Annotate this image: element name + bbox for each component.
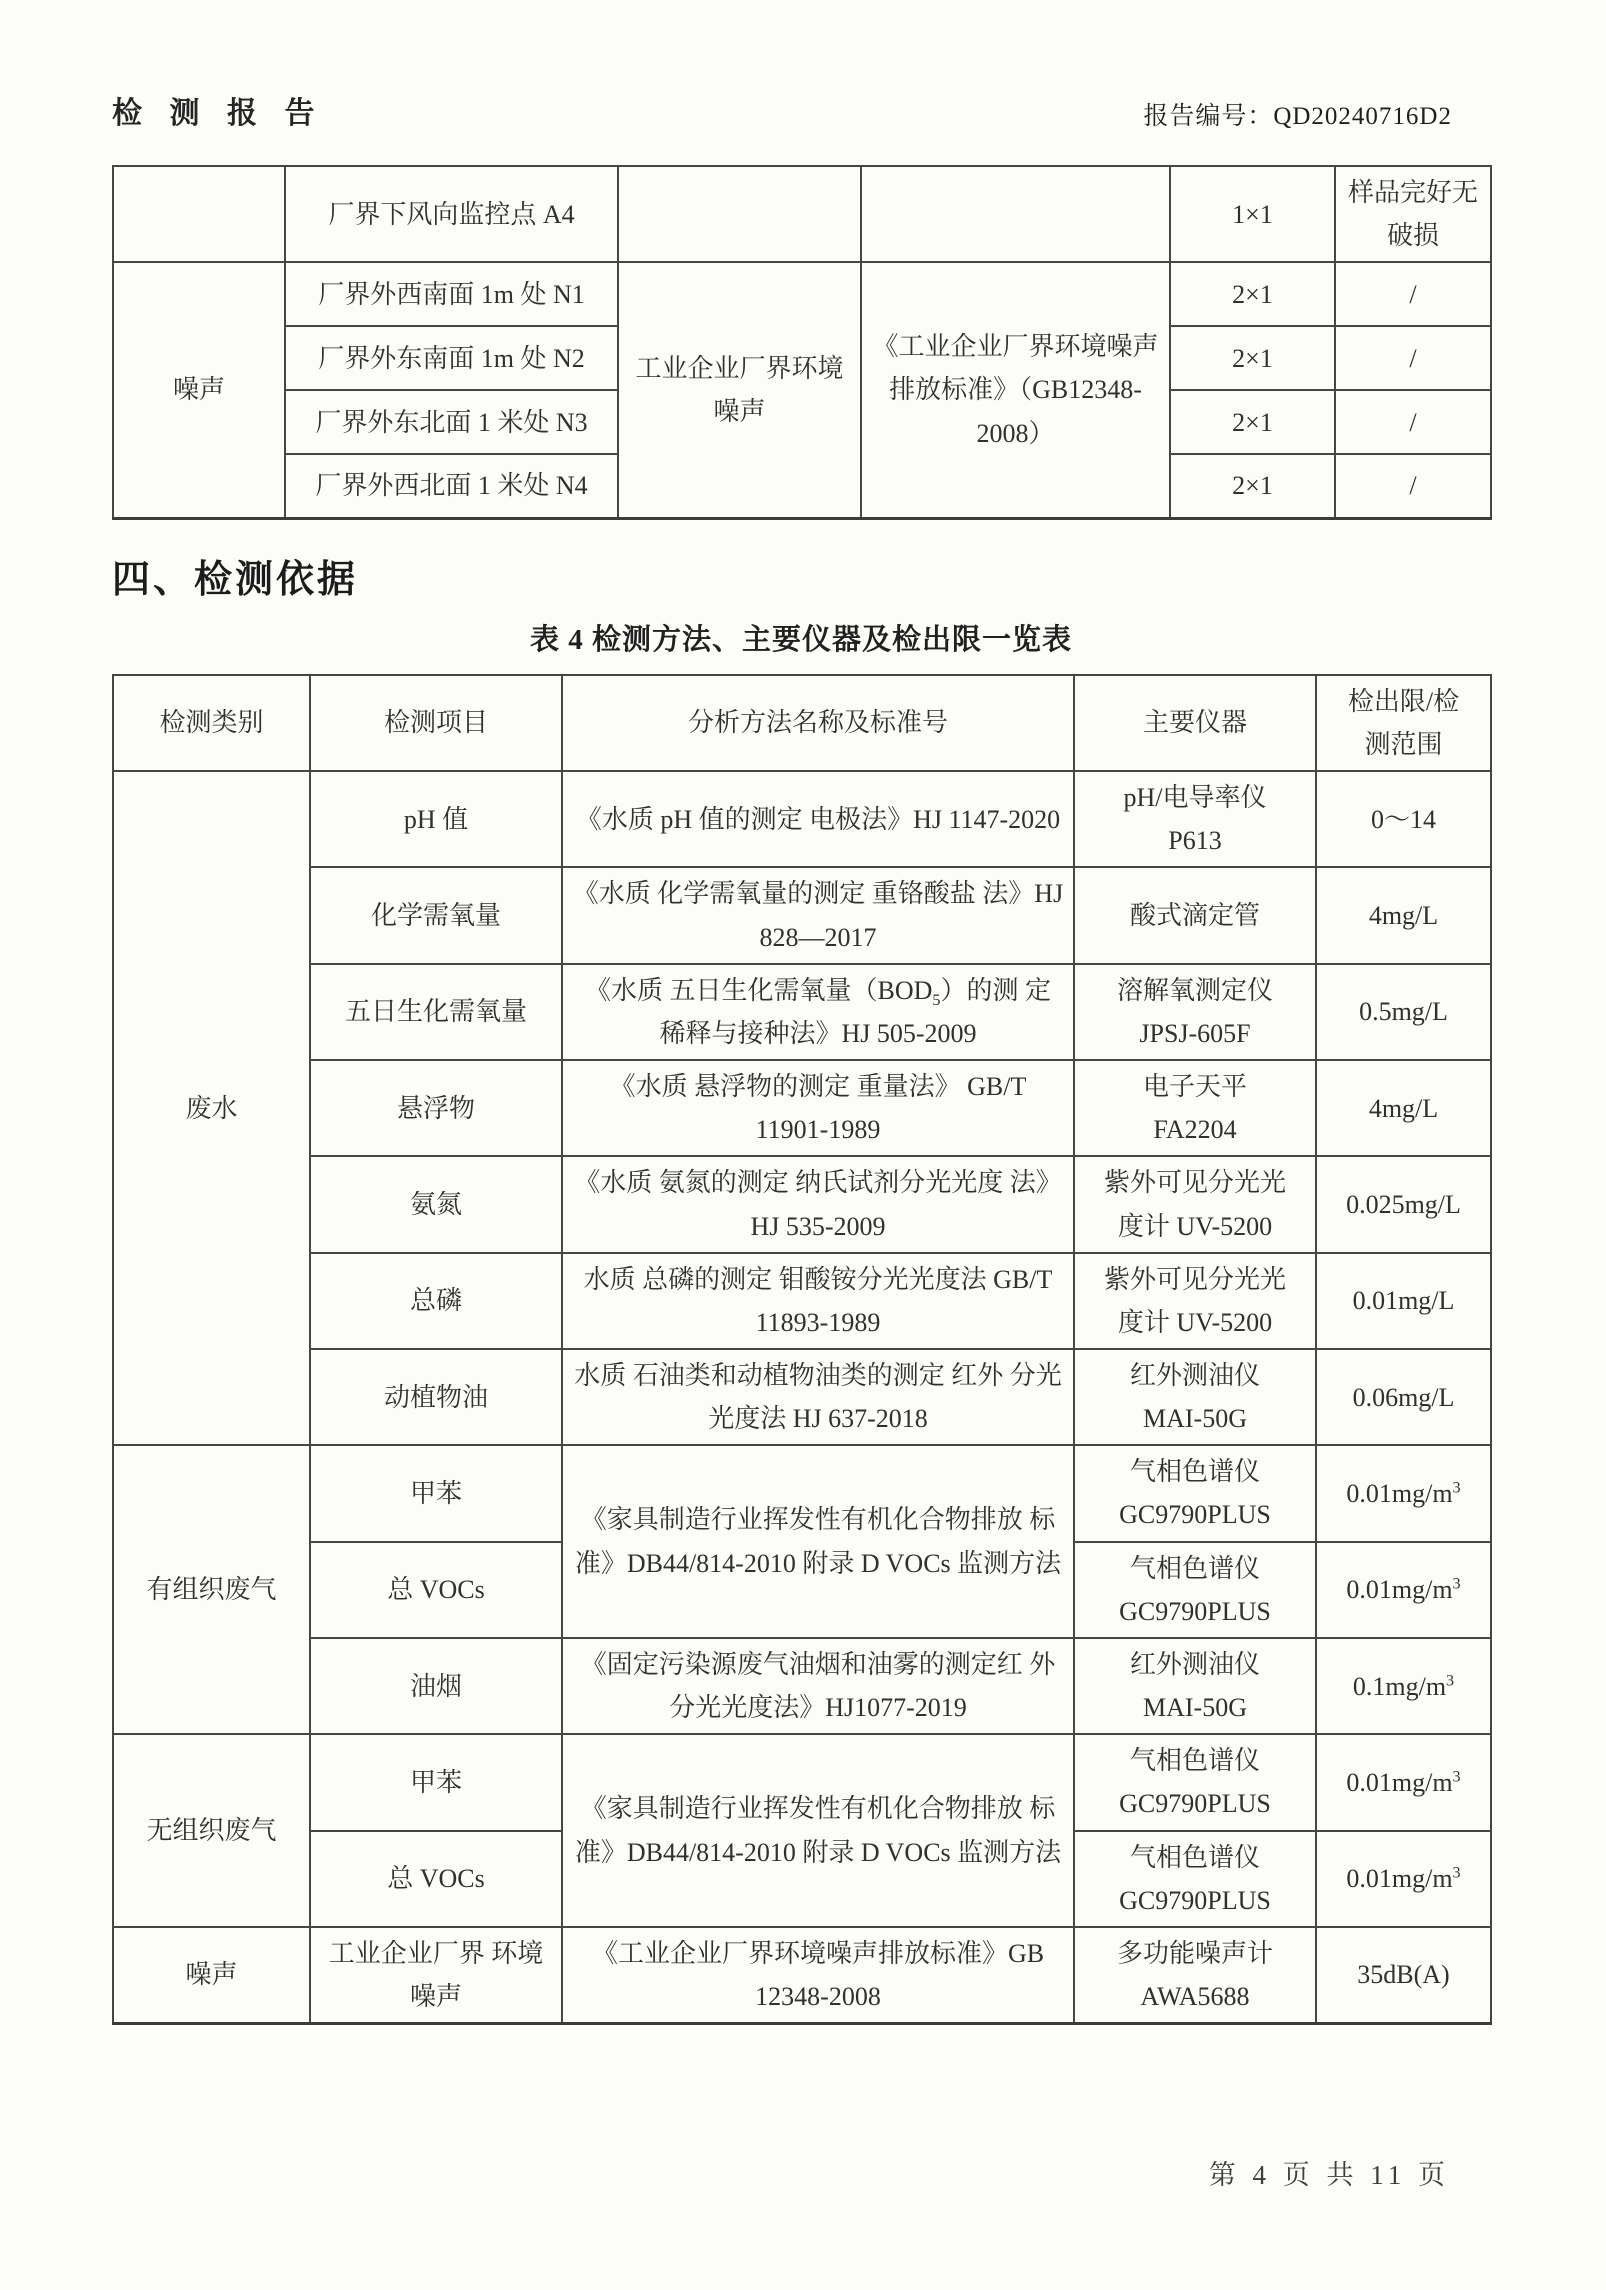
cell-count: 2×1 [1170, 390, 1335, 454]
cell-limit: 0.025mg/L [1316, 1156, 1491, 1252]
cell-instrument [1074, 1638, 1316, 1734]
cell-sample-status: / [1335, 390, 1491, 454]
cell-limit: 35dB(A) [1316, 1927, 1491, 2024]
header-category: 检测类别 [113, 675, 310, 771]
instrument-line: 气相色谱仪 [1129, 1842, 1260, 1872]
cell-limit [1316, 1542, 1491, 1638]
cell-instrument [1074, 964, 1316, 1060]
instrument-line: MAI-50G [1143, 1404, 1247, 1434]
instrument-line: GC9790PLUS [1119, 1500, 1271, 1530]
limit-text: 0.1mg/m [1352, 1671, 1447, 1701]
cell-limit: 4mg/L [1316, 1060, 1491, 1156]
table-header-row [113, 675, 1491, 771]
cell-instrument [1074, 1060, 1316, 1156]
cell-item: 悬浮物 [310, 1060, 562, 1156]
table-row [113, 771, 1491, 867]
instrument-line: 电子天平 [1142, 1072, 1247, 1102]
cell-item: 五日生化需氧量 [310, 964, 562, 1060]
header-limit-line2: 测范围 [1364, 729, 1443, 759]
instrument-line: 度计 UV-5200 [1117, 1211, 1273, 1241]
limit-superscript: 3 [1452, 1479, 1461, 1497]
cell-item: 总 VOCs [310, 1831, 562, 1927]
cell-limit: 0～14 [1316, 771, 1491, 867]
limit-superscript: 3 [1452, 1768, 1461, 1786]
cell-limit: 0.5mg/L [1316, 964, 1491, 1060]
page-header [112, 88, 1490, 132]
instrument-line: GC9790PLUS [1119, 1789, 1271, 1819]
cell-item: 工业企业厂界 环境噪声 [310, 1927, 562, 2024]
limit-superscript: 3 [1452, 1864, 1461, 1882]
cell-instrument [1074, 1831, 1316, 1927]
cell-standard-noise: 《工业企业厂界环境噪声排放标准》（GB12348-2008） [861, 262, 1170, 518]
cell-method: 水质 石油类和动植物油类的测定 红外 分光光度法 HJ 637-2018 [562, 1349, 1074, 1445]
cell-instrument [1074, 1542, 1316, 1638]
cell-standard-empty [861, 166, 1170, 262]
method-text: ）的测 定 稀释与接种法》HJ 505-2009 [659, 975, 1051, 1048]
report-number-value: QD20240716D2 [1273, 103, 1452, 130]
cell-count: 2×1 [1170, 262, 1335, 326]
header-item: 检测项目 [310, 675, 562, 771]
cell-point: 厂界下风向监控点 A4 [285, 166, 618, 262]
cell-point: 厂界外西南面 1m 处 N1 [285, 262, 618, 326]
cell-category-empty [113, 166, 285, 262]
cell-method-merged: 《家具制造行业挥发性有机化合物排放 标准》DB44/814-2010 附录 D VOCs 监测方法 [562, 1445, 1074, 1638]
cell-limit: 4mg/L [1316, 867, 1491, 963]
limit-text: 0.01mg/m [1346, 1478, 1453, 1508]
cell-limit: 0.06mg/L [1316, 1349, 1491, 1445]
cell-instrument [1074, 1349, 1316, 1445]
page-content [112, 0, 1490, 2025]
instrument-line: 气相色谱仪 [1129, 1457, 1260, 1487]
report-title: 检 测 报 告 [112, 97, 325, 130]
cell-sample-status: / [1335, 326, 1491, 390]
limit-superscript: 3 [1446, 1671, 1455, 1689]
cell-limit [1316, 1638, 1491, 1734]
cell-point: 厂界外西北面 1 米处 N4 [285, 454, 618, 518]
cell-method-merged: 《家具制造行业挥发性有机化合物排放 标准》DB44/814-2010 附录 D VOCs 监测方法 [562, 1734, 1074, 1927]
page-number-indicator: 第 4 页 共 11 页 [1208, 2160, 1450, 2190]
instrument-line: 红外测油仪 [1129, 1649, 1260, 1679]
table-row [113, 1060, 1491, 1156]
cell-method: 《水质 悬浮物的测定 重量法》 GB/T 11901-1989 [562, 1060, 1074, 1156]
cell-limit: 0.01mg/L [1316, 1253, 1491, 1349]
table-row [113, 1445, 1491, 1541]
limit-text: 0.01mg/m [1346, 1575, 1453, 1605]
cell-instrument [1074, 1445, 1316, 1541]
instrument-line: 紫外可见分光光 [1103, 1264, 1286, 1294]
instrument-line: 气相色谱仪 [1129, 1553, 1260, 1583]
cell-category-fugitive-gas: 无组织废气 [113, 1734, 310, 1927]
cell-item: 化学需氧量 [310, 867, 562, 963]
sampling-continuation-table [112, 165, 1492, 520]
cell-method: 水质 总磷的测定 钼酸铵分光光度法 GB/T 11893-1989 [562, 1253, 1074, 1349]
cell-method [562, 964, 1074, 1060]
cell-instrument [1074, 867, 1316, 963]
cell-item-noise: 工业企业厂界环境噪声 [618, 262, 861, 518]
cell-instrument [1074, 1253, 1316, 1349]
instrument-line: 酸式滴定管 [1129, 901, 1260, 931]
table-row [113, 1734, 1491, 1830]
table-row [113, 1253, 1491, 1349]
instrument-line: 紫外可见分光光 [1103, 1168, 1286, 1198]
instrument-line: pH/电导率仪 [1123, 783, 1267, 813]
method-text: 《水质 五日生化需氧量（BOD [585, 975, 933, 1005]
cell-category-wastewater: 废水 [113, 771, 310, 1445]
limit-text: 0.01mg/m [1346, 1864, 1453, 1894]
cell-category-organized-gas: 有组织废气 [113, 1445, 310, 1734]
table4-title: 表 4 检测方法、主要仪器及检出限一览表 [529, 623, 1072, 656]
cell-method: 《水质 化学需氧量的测定 重铬酸盐 法》HJ 828—2017 [562, 867, 1074, 963]
instrument-line: 气相色谱仪 [1129, 1746, 1260, 1776]
cell-count: 2×1 [1170, 454, 1335, 518]
table-row [113, 1349, 1491, 1445]
cell-instrument [1074, 1156, 1316, 1252]
cell-category-noise: 噪声 [113, 262, 285, 518]
table-row [113, 867, 1491, 963]
cell-item: 氨氮 [310, 1156, 562, 1252]
cell-point: 厂界外东南面 1m 处 N2 [285, 326, 618, 390]
cell-item: 油烟 [310, 1638, 562, 1734]
cell-limit [1316, 1445, 1491, 1541]
table-row-noise [113, 262, 1491, 326]
cell-limit [1316, 1734, 1491, 1830]
cell-item: 动植物油 [310, 1349, 562, 1445]
instrument-line: 溶解氧测定仪 [1116, 975, 1273, 1005]
table-row [113, 1638, 1491, 1734]
report-number [1143, 96, 1490, 132]
instrument-line: JPSJ-605F [1139, 1018, 1251, 1048]
cell-item-empty [618, 166, 861, 262]
table-row-a4 [113, 166, 1491, 262]
instrument-line: 度计 UV-5200 [1117, 1307, 1273, 1337]
table-row [113, 1156, 1491, 1252]
table-row [113, 964, 1491, 1060]
method-subscript: 5 [932, 991, 941, 1009]
instrument-line: GC9790PLUS [1119, 1596, 1271, 1626]
instrument-line: P613 [1168, 826, 1222, 856]
methods-table [112, 674, 1492, 2025]
report-number-label: 报告编号： [1143, 103, 1274, 130]
cell-item: 甲苯 [310, 1445, 562, 1541]
cell-instrument [1074, 1734, 1316, 1830]
cell-limit [1316, 1831, 1491, 1927]
header-limit [1316, 675, 1491, 771]
table-row [113, 1927, 1491, 2024]
header-method: 分析方法名称及标准号 [562, 675, 1074, 771]
cell-method: 《工业企业厂界环境噪声排放标准》GB 12348-2008 [562, 1927, 1074, 2024]
cell-sample-status: / [1335, 262, 1491, 326]
cell-method: 《水质 氨氮的测定 纳氏试剂分光光度 法》HJ 535-2009 [562, 1156, 1074, 1252]
instrument-line: FA2204 [1153, 1115, 1237, 1145]
instrument-line: MAI-50G [1143, 1693, 1247, 1723]
cell-method: 《固定污染源废气油烟和油雾的测定红 外分光光度法》HJ1077-2019 [562, 1638, 1074, 1734]
cell-method: 《水质 pH 值的测定 电极法》HJ 1147-2020 [562, 771, 1074, 867]
cell-category-noise: 噪声 [113, 1927, 310, 2024]
limit-superscript: 3 [1452, 1575, 1461, 1593]
header-limit-line1: 检出限/检 [1347, 686, 1460, 716]
instrument-line: GC9790PLUS [1119, 1885, 1271, 1915]
cell-count: 1×1 [1170, 166, 1335, 262]
cell-sample-status: 样品完好无破损 [1335, 166, 1491, 262]
instrument-line: 红外测油仪 [1129, 1361, 1260, 1390]
limit-text: 0.01mg/m [1346, 1767, 1453, 1797]
cell-item: 甲苯 [310, 1734, 562, 1830]
cell-sample-status: / [1335, 454, 1491, 518]
instrument-line: 多功能噪声计 [1116, 1938, 1273, 1968]
cell-instrument [1074, 1927, 1316, 2024]
cell-item: 总磷 [310, 1253, 562, 1349]
instrument-line: AWA5688 [1140, 1982, 1250, 2012]
cell-count: 2×1 [1170, 326, 1335, 390]
cell-instrument [1074, 771, 1316, 867]
section-heading: 四、检测依据 [112, 558, 359, 601]
header-instrument: 主要仪器 [1074, 675, 1316, 771]
cell-item: pH 值 [310, 771, 562, 867]
cell-item: 总 VOCs [310, 1542, 562, 1638]
cell-point: 厂界外东北面 1 米处 N3 [285, 390, 618, 454]
